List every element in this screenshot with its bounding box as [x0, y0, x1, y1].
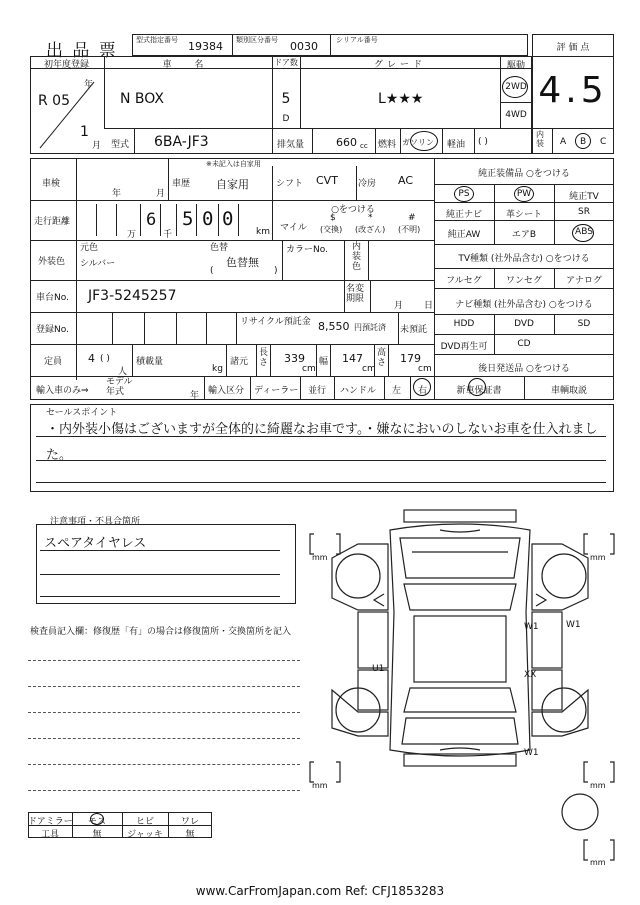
- repaint-paren-open: (: [210, 266, 214, 276]
- grade-label: グレード: [373, 60, 426, 70]
- tv-type-header: TV種類 (社外品含む) ○をつける: [458, 254, 590, 264]
- import-parallel: 並行: [308, 386, 327, 396]
- mile-label: マイル: [280, 223, 307, 233]
- tv-analog: アナログ: [565, 276, 602, 286]
- load-label: 積載量: [136, 357, 164, 367]
- handle-right: 右: [418, 386, 428, 396]
- car-name-label: 車 名: [162, 60, 214, 70]
- height-value: 179: [400, 352, 421, 365]
- acc-crack-label: ワレ: [180, 817, 199, 827]
- mark-unknown: (不明): [398, 225, 421, 234]
- chassis-label: 車台No.: [36, 293, 69, 303]
- mark-tampered: (改ざん): [355, 225, 386, 234]
- recycle-none: 未預託: [400, 325, 428, 335]
- mileage-digit-3: 0: [202, 208, 214, 230]
- mileage-circle-note: ○をつける: [331, 205, 375, 215]
- mm-front-left: mm: [312, 553, 328, 562]
- manual: 車輌取説: [550, 386, 587, 396]
- import-kind-label: 輸入区分: [208, 386, 245, 396]
- history-label: 車歴: [172, 179, 191, 189]
- mileage-digit-2: 5: [182, 208, 194, 230]
- handle-left: 左: [392, 386, 402, 396]
- navi-sd: SD: [577, 319, 591, 329]
- navi-dvd: DVD: [514, 319, 534, 329]
- fuel-other: ( ): [478, 137, 488, 147]
- acc-mirror-label: ドアミラー: [28, 817, 73, 827]
- warranty: 新車保証書: [456, 386, 502, 396]
- equip-airbag: エアB: [511, 230, 537, 240]
- car-name: N BOX: [120, 91, 164, 107]
- recycle-value: 8,550: [318, 320, 350, 333]
- navi-dvd-play: DVD再生可: [440, 342, 488, 352]
- capacity-label: 定員: [44, 357, 63, 367]
- repaint-paren-close: ): [274, 266, 278, 276]
- reg-no-label: 登録No.: [36, 325, 69, 335]
- footer-ref: www.CarFromJapan.com Ref: CFJ1853283: [195, 884, 445, 898]
- interior-b: B: [580, 137, 587, 147]
- interior-label: 内装: [536, 130, 544, 148]
- inspection-label: 車検: [42, 179, 61, 189]
- model-code-label: 型式指定番号: [136, 36, 178, 44]
- color-no-label: カラーNo.: [286, 245, 328, 255]
- first-reg-label: 初年度登録: [44, 60, 90, 70]
- length-label: 長さ: [259, 348, 269, 368]
- capacity-paren: ( ): [100, 354, 110, 364]
- mm-rear-left: mm: [312, 781, 328, 790]
- equip-ps-circle: [454, 186, 474, 202]
- model-year-label: モデル年式: [106, 377, 133, 397]
- dims-label: 諸元: [230, 357, 249, 367]
- mm-rear-right: mm: [590, 781, 606, 790]
- navi-type-header: ナビ種類 (社外品含む) ○をつける: [455, 300, 593, 310]
- month-suffix: 月: [92, 141, 102, 151]
- shift-value: CVT: [316, 174, 338, 187]
- mark-exchange: (交換): [320, 225, 343, 234]
- ac-value: AC: [398, 174, 414, 187]
- navi-hdd: HDD: [453, 319, 475, 329]
- width-value: 147: [342, 352, 363, 365]
- acc-jack-value: 無: [185, 830, 195, 840]
- sales-point-line-1: ・内外装小傷はございますが全体的に綺麗なお車です。・嫌なにおいのしないお車を仕入れまし: [46, 422, 598, 437]
- recycle-label: リサイクル預託金: [240, 317, 311, 327]
- import-dealer: ディーラー: [254, 386, 299, 396]
- inspection-year: 年: [112, 189, 122, 199]
- navi-cd: CD: [517, 339, 531, 349]
- notes-label: 注意事項・不具合箇所: [50, 517, 141, 527]
- sheet-title: 出 品 票: [46, 41, 118, 61]
- history-value: 自家用: [216, 178, 249, 191]
- int-color-label: 内装色: [352, 242, 362, 272]
- orig-color-label: 元色: [80, 243, 99, 253]
- score-label: 評 価 点: [556, 43, 590, 53]
- fuel-label: 燃料: [378, 140, 397, 150]
- door-type: D: [282, 114, 290, 124]
- grade-value: L★★★: [378, 91, 424, 107]
- color-label: 外装色: [38, 257, 66, 267]
- mm-front-right: mm: [590, 553, 606, 562]
- color-value: シルバー: [80, 259, 116, 269]
- repaint-label: 色替: [210, 243, 229, 253]
- displacement-label: 排気量: [277, 140, 305, 150]
- acc-jack-label: ジャッキ: [127, 830, 163, 840]
- first-reg-era: R 05: [38, 93, 70, 109]
- serial-label: シリアル番号: [336, 36, 378, 44]
- year-suffix: 年: [84, 80, 94, 90]
- score-value: 4.5: [538, 70, 608, 111]
- length-value: 339: [284, 352, 305, 365]
- model-code: 19384: [188, 40, 223, 53]
- cc-unit: cc: [360, 142, 368, 150]
- type-label: 型式: [111, 140, 130, 150]
- width-label: 幅: [319, 357, 329, 367]
- sales-point-line-2: た。: [46, 448, 73, 463]
- date-divider: [30, 68, 104, 154]
- shift-label: シフト: [276, 179, 304, 189]
- fuel-value: ガソリン: [402, 138, 434, 147]
- class-code: 0030: [290, 40, 318, 53]
- interior-c: C: [600, 137, 607, 147]
- class-code-label: 類別区分番号: [236, 36, 278, 44]
- equip-tv: 純正TV: [569, 192, 599, 202]
- damage-w1-door: W1: [524, 622, 539, 632]
- equip-leather: 革シート: [505, 210, 542, 220]
- mileage-sen: 千: [163, 230, 173, 240]
- mileage-digit-4: 0: [222, 208, 234, 230]
- load-unit: kg: [212, 364, 223, 374]
- import-label: 輸入車のみ⇒: [36, 386, 89, 396]
- inspector-label: 検査員記入欄：修復歴「有」の場合は修復箇所・交換箇所を記入: [30, 627, 292, 637]
- equip-aw: 純正AW: [447, 230, 481, 240]
- equip-sr: SR: [578, 207, 590, 217]
- repaint-value: 色替無: [226, 256, 259, 269]
- drive-label: 駆動: [506, 61, 525, 71]
- tv-oneseg: ワンセグ: [505, 276, 542, 286]
- light-oil-label: 軽油: [447, 140, 466, 150]
- acc-mirror-value: モス: [87, 817, 106, 827]
- inspection-month: 月: [156, 189, 166, 199]
- tv-fullseg: フルセグ: [446, 276, 482, 286]
- mileage-man: 万: [127, 230, 137, 240]
- expiry-month: 月: [394, 301, 404, 311]
- model-year-unit: 年: [190, 391, 200, 401]
- width-unit: cm: [362, 364, 376, 374]
- equip-abs: ABS: [575, 227, 593, 237]
- interior-a: A: [560, 137, 567, 147]
- warranty-circle: [468, 378, 486, 396]
- damage-u1: U1: [372, 664, 385, 674]
- chassis-value: JF3-5245257: [88, 288, 177, 304]
- recycle-unit: 円預託済: [354, 323, 386, 332]
- mileage-digit-1: 6: [146, 210, 157, 230]
- mileage-km: km: [256, 227, 270, 237]
- first-reg-month: 1: [80, 124, 89, 140]
- height-label: 高さ: [377, 348, 387, 368]
- equip-ps: PS: [458, 189, 470, 199]
- displacement-value: 660: [336, 136, 357, 149]
- mark-dollar: $: [330, 213, 336, 223]
- mark-hash: #: [408, 213, 416, 223]
- drive-2wd: 2WD: [505, 82, 527, 92]
- damage-xx: XX: [524, 670, 537, 680]
- length-unit: cm: [302, 364, 316, 374]
- equip-pw: PW: [516, 189, 532, 199]
- doors-value: 5: [281, 91, 291, 107]
- after-send-header: 後日発送品 ○をつける: [478, 364, 570, 374]
- damage-w1-fender: W1: [566, 620, 581, 630]
- acc-tools-value: 無: [92, 830, 102, 840]
- notes-line-1: スペアタイヤレス: [44, 536, 147, 551]
- handle-label: ハンドル: [340, 386, 377, 396]
- acc-chip-label: ヒビ: [135, 817, 154, 827]
- type-value: 6BA-JF3: [154, 134, 209, 150]
- height-unit: cm: [418, 364, 432, 374]
- note-not-recorded: ※未記入は自家用: [206, 160, 261, 168]
- ac-label: 冷房: [358, 179, 377, 189]
- acc-mirror-circle: [90, 813, 104, 825]
- capacity-unit: 人: [118, 367, 128, 377]
- damage-w1-rear: W1: [524, 748, 539, 758]
- interior-b-circle: [575, 133, 591, 149]
- drive-2wd-circle: [502, 76, 528, 98]
- drive-4wd: 4WD: [505, 110, 527, 120]
- mm-spare: mm: [590, 858, 606, 867]
- equip-pw-circle: [514, 186, 534, 202]
- sales-point-label: セールスポイント: [46, 408, 118, 418]
- equip-header: 純正装備品 ○をつける: [478, 169, 570, 179]
- acc-tools-label: 工具: [40, 830, 59, 840]
- mileage-label: 走行距離: [34, 217, 71, 227]
- car-diagram: [300, 500, 620, 870]
- equip-abs-circle: [572, 224, 594, 242]
- equip-navi: 純正ナビ: [445, 210, 482, 220]
- fuel-circle: [410, 131, 438, 151]
- handle-right-circle: [413, 378, 431, 396]
- capacity-value: 4: [88, 352, 95, 365]
- doors-label: ドア数: [274, 58, 298, 67]
- mark-star: *: [368, 213, 373, 223]
- name-change-label: 名変期限: [346, 284, 365, 304]
- expiry-day: 日: [424, 301, 434, 311]
